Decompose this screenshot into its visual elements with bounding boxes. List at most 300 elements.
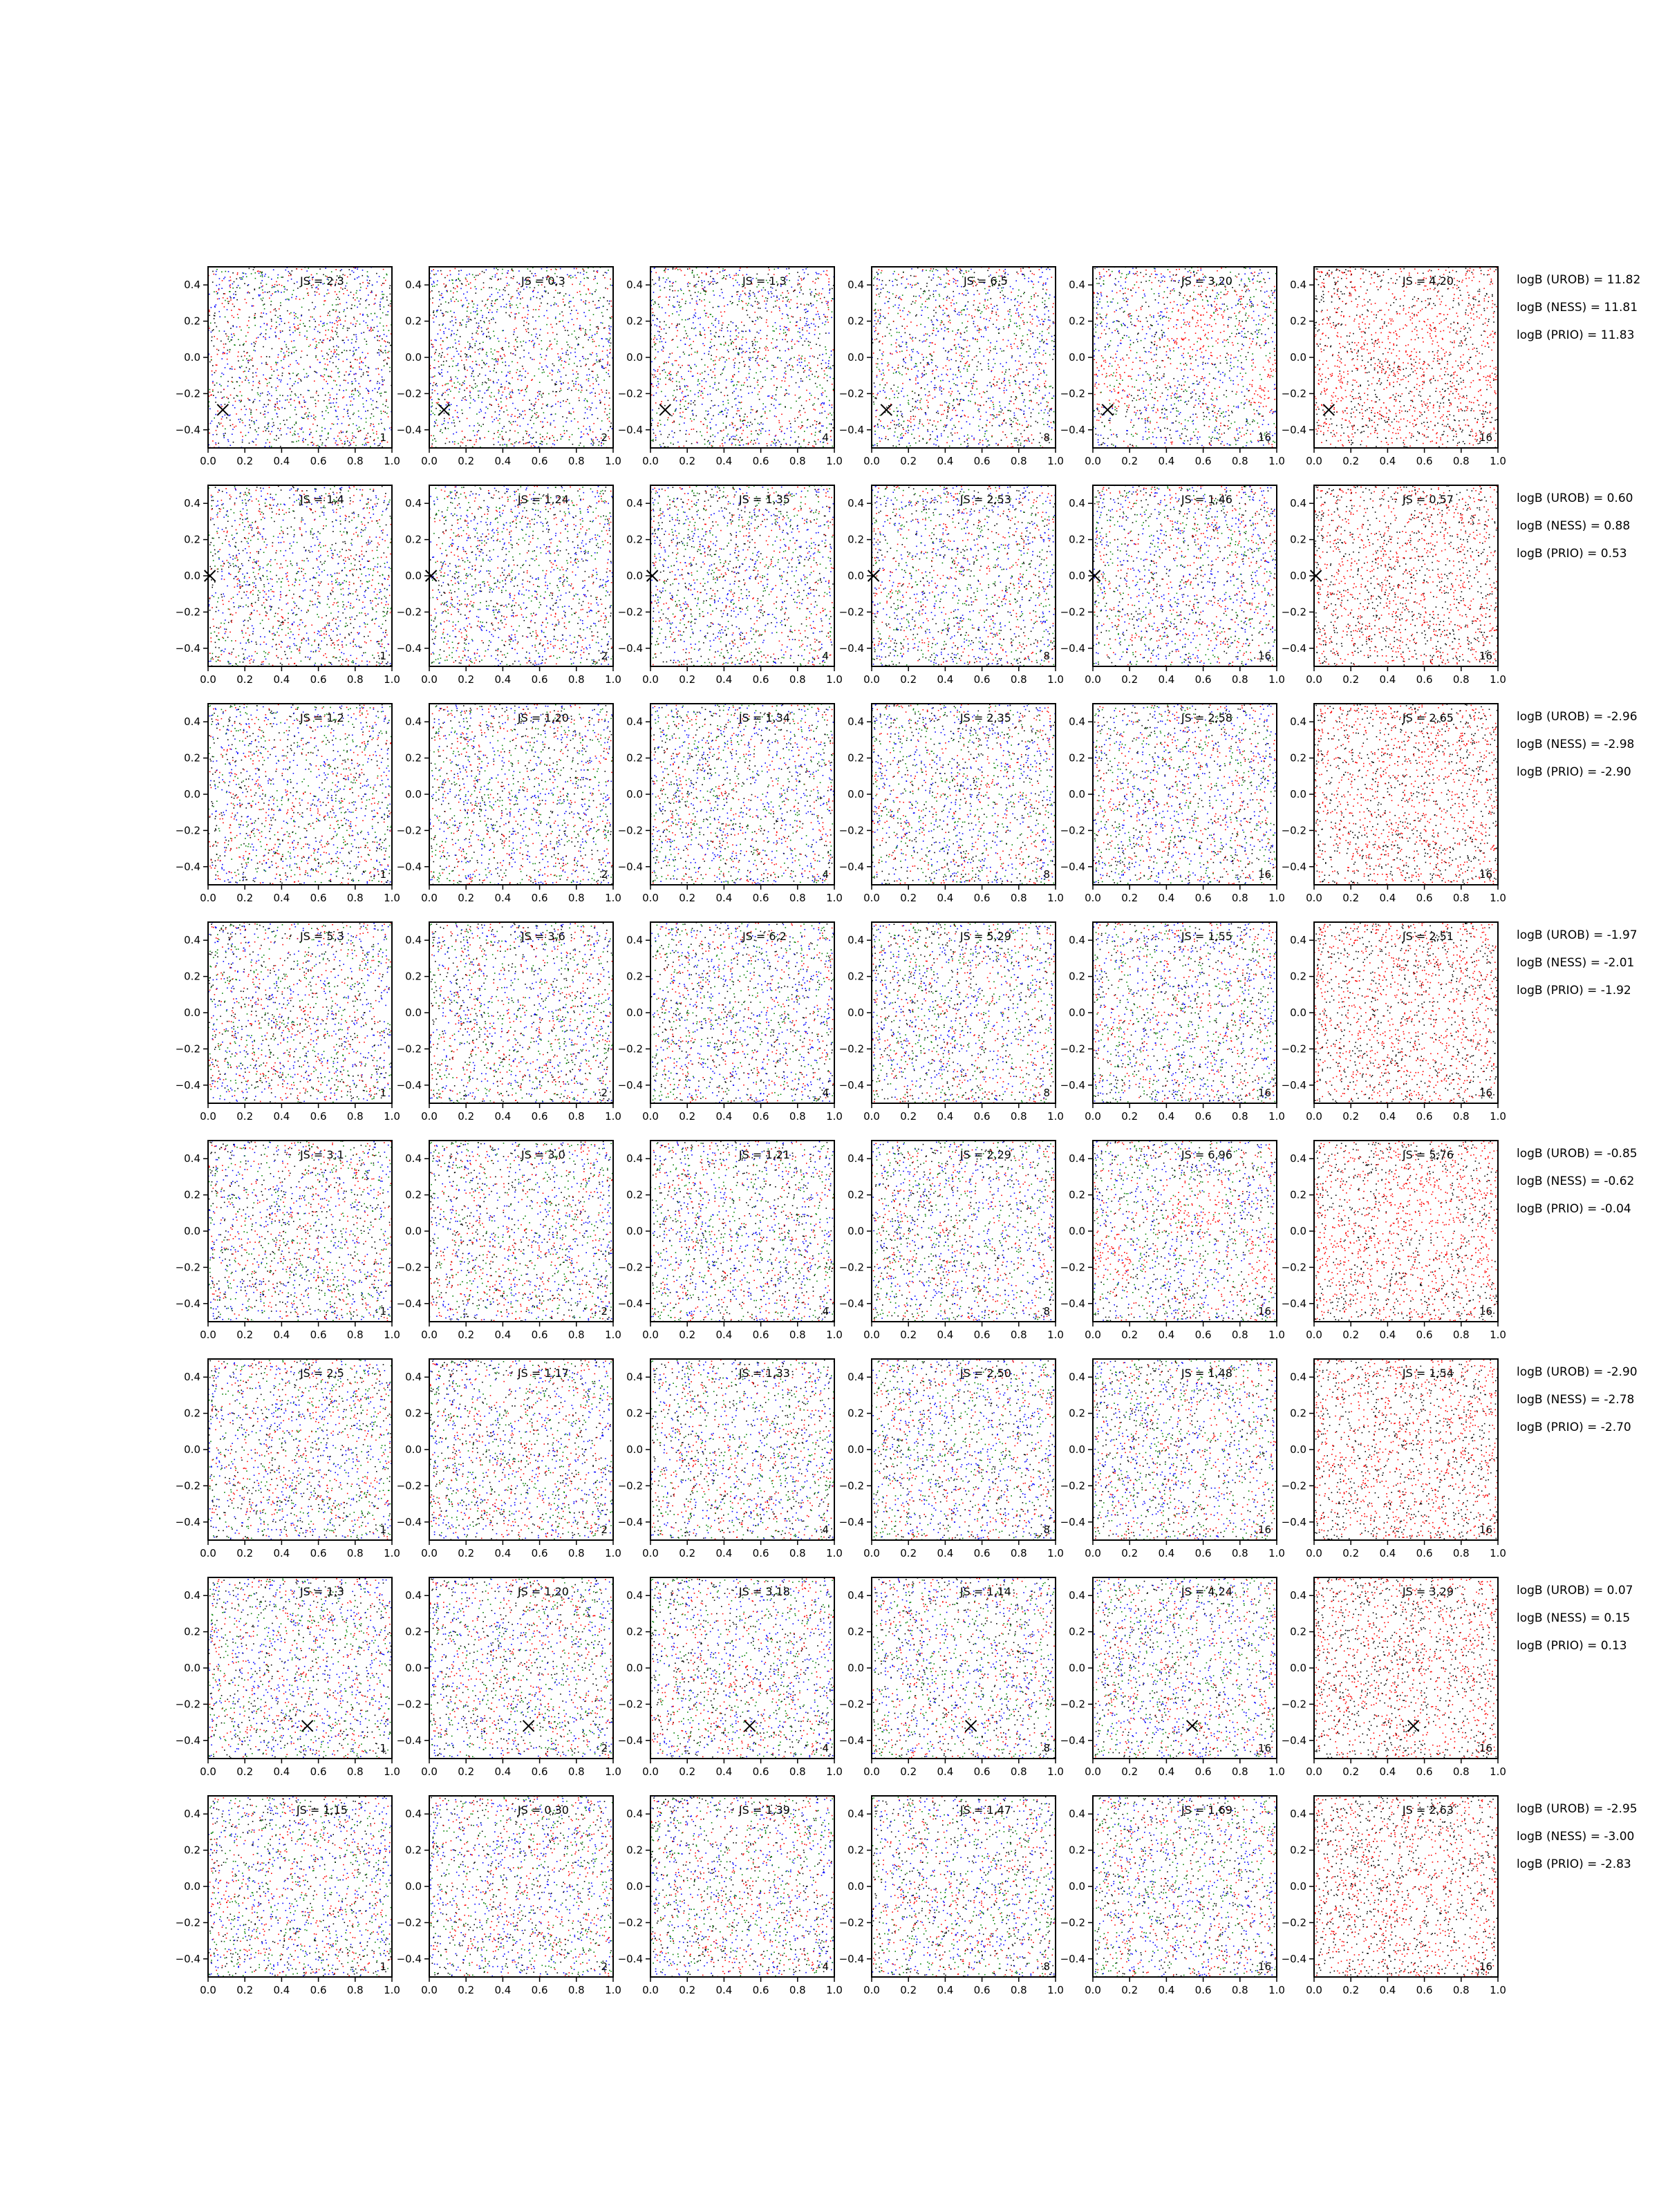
scatter-point bbox=[230, 299, 232, 301]
scatter-point bbox=[353, 350, 354, 352]
scatter-point bbox=[225, 415, 226, 416]
scatter-point bbox=[242, 420, 243, 422]
scatter-point bbox=[210, 423, 212, 424]
scatter-point bbox=[382, 384, 383, 386]
x-tick-label: 0.2 bbox=[236, 455, 253, 467]
scatter-point bbox=[230, 395, 232, 396]
scatter-point bbox=[365, 411, 366, 412]
scatter-point bbox=[353, 394, 355, 395]
scatter-point bbox=[283, 292, 285, 293]
scatter-point bbox=[260, 294, 261, 296]
scatter-point bbox=[371, 398, 372, 400]
scatter-point bbox=[315, 306, 317, 308]
scatter-point bbox=[271, 446, 272, 447]
scatter-point bbox=[376, 273, 377, 274]
scatter-point bbox=[332, 402, 334, 404]
scatter-point bbox=[344, 444, 346, 445]
scatter-point bbox=[351, 366, 353, 368]
x-tick-label: 0.6 bbox=[310, 455, 327, 467]
scatter-point bbox=[381, 369, 382, 371]
scatter-point bbox=[221, 423, 222, 424]
scatter-point bbox=[362, 397, 364, 399]
scatter-point bbox=[246, 367, 247, 368]
scatter-point bbox=[262, 285, 263, 287]
scatter-point bbox=[294, 315, 295, 317]
scatter-point bbox=[338, 320, 339, 321]
scatter-point bbox=[325, 335, 326, 336]
scatter-point bbox=[341, 440, 342, 441]
scatter-point bbox=[328, 330, 329, 331]
scatter-point bbox=[252, 389, 253, 391]
scatter-point bbox=[316, 341, 317, 342]
column-label: 1 bbox=[379, 431, 386, 444]
y-tick-label: −0.2 bbox=[618, 387, 643, 400]
scatter-point bbox=[326, 406, 328, 407]
scatter-point bbox=[254, 325, 256, 326]
scatter-point bbox=[371, 423, 372, 424]
scatter-point bbox=[212, 382, 214, 384]
y-tick-label: −0.2 bbox=[176, 387, 200, 400]
scatter-point bbox=[321, 444, 323, 446]
scatter-point bbox=[265, 430, 267, 431]
scatter-point bbox=[341, 432, 342, 433]
scatter-point bbox=[259, 381, 261, 382]
scatter-point bbox=[214, 306, 216, 307]
scatter-point bbox=[358, 383, 359, 384]
scatter-point bbox=[239, 326, 241, 328]
scatter-point bbox=[238, 352, 239, 353]
scatter-point bbox=[265, 364, 267, 365]
scatter-point bbox=[337, 328, 338, 329]
scatter-point bbox=[248, 284, 250, 285]
scatter-point bbox=[282, 395, 283, 397]
x-tick-label: 0.6 bbox=[753, 455, 769, 467]
y-tick-label: −0.4 bbox=[397, 424, 422, 436]
scatter-point bbox=[239, 422, 241, 423]
scatter-point bbox=[265, 362, 267, 364]
scatter-point bbox=[355, 390, 356, 391]
scatter-point bbox=[382, 384, 384, 386]
scatter-point bbox=[364, 332, 365, 333]
scatter-point bbox=[304, 402, 306, 403]
scatter-point bbox=[328, 312, 329, 314]
x-tick-label: 0.2 bbox=[679, 455, 695, 467]
scatter-point bbox=[260, 393, 261, 395]
scatter-point bbox=[227, 381, 229, 382]
scatter-point bbox=[380, 346, 382, 347]
scatter-point bbox=[326, 324, 328, 325]
scatter-point bbox=[336, 444, 337, 446]
scatter-point bbox=[382, 312, 384, 314]
scatter-point bbox=[317, 359, 319, 361]
y-tick-label: −0.4 bbox=[618, 424, 643, 436]
scatter-point bbox=[330, 429, 332, 430]
y-tick-label: 0.4 bbox=[626, 279, 643, 291]
scatter-point bbox=[261, 299, 262, 300]
x-tick-label: 1.0 bbox=[605, 455, 621, 467]
scatter-point bbox=[237, 314, 238, 315]
scatter-point bbox=[383, 411, 384, 412]
scatter-point bbox=[229, 341, 230, 342]
scatter-point bbox=[267, 428, 268, 429]
scatter-point bbox=[341, 423, 343, 424]
column-label: 4 bbox=[822, 431, 829, 444]
scatter-point bbox=[247, 360, 249, 362]
scatter-point bbox=[350, 444, 351, 446]
scatter-point bbox=[267, 385, 268, 386]
scatter-point bbox=[380, 350, 382, 351]
scatter-point bbox=[264, 276, 265, 277]
scatter-point bbox=[232, 366, 233, 368]
scatter-point bbox=[314, 381, 315, 382]
scatter-point bbox=[337, 324, 339, 326]
scatter-point bbox=[367, 280, 368, 281]
scatter-point bbox=[359, 314, 361, 315]
scatter-point bbox=[328, 412, 329, 413]
scatter-point bbox=[276, 440, 277, 441]
scatter-point bbox=[281, 319, 282, 320]
scatter-point bbox=[294, 409, 296, 411]
scatter-point bbox=[285, 355, 286, 356]
scatter-point bbox=[246, 276, 247, 278]
x-tick-label: 1.0 bbox=[826, 455, 843, 467]
scatter-point bbox=[267, 292, 268, 293]
scatter-point bbox=[254, 346, 255, 347]
scatter-point bbox=[279, 395, 281, 396]
scatter-point bbox=[246, 377, 247, 379]
scatter-point bbox=[292, 435, 294, 436]
scatter-point bbox=[234, 427, 235, 428]
x-tick-label: 0.8 bbox=[568, 455, 585, 467]
scatter-point bbox=[211, 340, 212, 341]
scatter-point bbox=[370, 446, 371, 447]
scatter-point bbox=[229, 297, 231, 298]
scatter-point bbox=[308, 416, 310, 418]
scatter-point bbox=[233, 294, 234, 295]
scatter-point bbox=[254, 342, 255, 344]
scatter-point bbox=[335, 331, 337, 332]
scatter-point bbox=[236, 279, 238, 280]
scatter-point bbox=[290, 335, 291, 336]
scatter-point bbox=[327, 359, 328, 360]
scatter-point bbox=[350, 371, 352, 372]
scatter-point bbox=[277, 407, 279, 409]
scatter-point bbox=[294, 330, 296, 332]
scatter-point bbox=[347, 328, 348, 329]
scatter-point bbox=[330, 351, 332, 353]
scatter-point bbox=[227, 322, 229, 324]
js-label: JS = 0,3 bbox=[521, 274, 565, 288]
scatter-point bbox=[379, 306, 381, 308]
scatter-point bbox=[332, 327, 333, 328]
scatter-point bbox=[287, 299, 288, 300]
scatter-point bbox=[323, 376, 324, 377]
scatter-point bbox=[357, 321, 358, 322]
scatter-point bbox=[272, 285, 273, 286]
scatter-point bbox=[267, 324, 268, 325]
scatter-point bbox=[381, 285, 382, 286]
scatter-point bbox=[370, 418, 371, 419]
scatter-point bbox=[361, 376, 362, 377]
scatter-point bbox=[318, 400, 319, 402]
scatter-point bbox=[325, 330, 326, 331]
scatter-point bbox=[296, 422, 297, 423]
scatter-point bbox=[217, 411, 218, 412]
scatter-point bbox=[276, 364, 277, 366]
scatter-point bbox=[276, 390, 277, 391]
scatter-point bbox=[345, 380, 346, 382]
scatter-point bbox=[366, 344, 368, 345]
scatter-point bbox=[277, 416, 279, 418]
scatter-point bbox=[297, 268, 298, 270]
scatter-point bbox=[324, 375, 326, 376]
scatter-point bbox=[273, 270, 274, 271]
scatter-point bbox=[276, 398, 278, 400]
scatter-point bbox=[348, 382, 349, 384]
scatter-point bbox=[267, 364, 268, 366]
scatter-point bbox=[299, 364, 300, 365]
scatter-point bbox=[293, 442, 294, 443]
scatter-point bbox=[232, 303, 234, 305]
scatter-point bbox=[304, 377, 306, 378]
scatter-point bbox=[212, 381, 214, 382]
scatter-point bbox=[296, 316, 297, 317]
scatter-point bbox=[209, 310, 210, 311]
scatter-point bbox=[375, 303, 376, 304]
scatter-point bbox=[337, 373, 339, 374]
scatter-point bbox=[355, 373, 357, 375]
scatter-point bbox=[261, 312, 262, 314]
scatter-point bbox=[228, 337, 229, 338]
scatter-point bbox=[312, 444, 314, 446]
scatter-point bbox=[262, 272, 263, 273]
scatter-point bbox=[215, 402, 216, 403]
scatter-point bbox=[249, 420, 250, 421]
scatter-point bbox=[290, 312, 292, 314]
scatter-point bbox=[358, 395, 359, 397]
scatter-point bbox=[335, 311, 337, 312]
scatter-point bbox=[381, 351, 382, 353]
scatter-point bbox=[271, 369, 272, 371]
scatter-point bbox=[247, 362, 249, 364]
scatter-point bbox=[386, 315, 387, 316]
y-tick-label: 0.0 bbox=[405, 351, 422, 364]
scatter-point bbox=[336, 416, 337, 418]
x-tick-label: 0.0 bbox=[421, 455, 438, 467]
scatter-point bbox=[330, 402, 332, 404]
scatter-point bbox=[371, 313, 372, 315]
scatter-point bbox=[245, 341, 247, 342]
scatter-point bbox=[221, 358, 223, 359]
scatter-point bbox=[228, 303, 229, 304]
scatter-point bbox=[223, 352, 224, 353]
scatter-point bbox=[388, 330, 390, 331]
scatter-point bbox=[245, 379, 246, 381]
scatter-point bbox=[388, 305, 389, 306]
scatter-point bbox=[338, 406, 339, 408]
scatter-point bbox=[332, 304, 333, 306]
scatter-point bbox=[251, 420, 252, 422]
scatter-point bbox=[390, 285, 391, 287]
scatter-point bbox=[327, 383, 328, 384]
scatter-point bbox=[316, 431, 317, 432]
scatter-point bbox=[330, 406, 332, 408]
scatter-point bbox=[232, 377, 233, 378]
scatter-point bbox=[353, 317, 355, 318]
scatter-point bbox=[276, 281, 277, 283]
scatter-point bbox=[287, 384, 288, 385]
js-label: JS = 2,3 bbox=[299, 274, 344, 288]
scatter-point bbox=[244, 371, 245, 372]
scatter-point bbox=[209, 311, 210, 312]
scatter-point bbox=[265, 339, 267, 340]
scatter-point bbox=[223, 278, 225, 279]
scatter-point bbox=[387, 341, 388, 343]
scatter-point bbox=[223, 374, 225, 375]
scatter-point bbox=[373, 327, 375, 328]
scatter-point bbox=[265, 292, 266, 293]
scatter-point bbox=[218, 422, 220, 424]
scatter-point bbox=[359, 363, 361, 364]
y-tick-label: −0.4 bbox=[176, 424, 200, 436]
x-tick-label: 0.8 bbox=[789, 455, 806, 467]
scatter-point bbox=[312, 317, 313, 318]
scatter-point bbox=[256, 420, 257, 422]
scatter-point bbox=[283, 286, 285, 288]
scatter-point bbox=[239, 309, 241, 310]
scatter-point bbox=[375, 294, 377, 296]
scatter-point bbox=[336, 310, 337, 311]
scatter-point bbox=[320, 321, 321, 322]
scatter-point bbox=[295, 407, 297, 409]
scatter-point bbox=[261, 363, 263, 364]
scatter-point bbox=[276, 285, 278, 286]
scatter-point bbox=[379, 387, 380, 388]
scatter-point bbox=[278, 291, 279, 292]
scatter-point bbox=[345, 321, 346, 322]
scatter-point bbox=[283, 368, 285, 369]
scatter-point bbox=[335, 291, 336, 292]
scatter-point bbox=[301, 269, 303, 270]
scatter-point bbox=[312, 397, 314, 398]
scatter-point bbox=[346, 371, 347, 373]
scatter-point bbox=[380, 419, 382, 420]
scatter-point bbox=[232, 429, 234, 430]
scatter-point bbox=[296, 375, 297, 377]
scatter-point bbox=[341, 352, 343, 353]
scatter-point bbox=[318, 395, 319, 396]
scatter-point bbox=[243, 359, 244, 361]
scatter-point bbox=[275, 291, 276, 292]
scatter-point bbox=[225, 404, 226, 405]
scatter-point bbox=[352, 339, 353, 340]
scatter-point bbox=[299, 436, 300, 438]
scatter-point bbox=[294, 340, 295, 341]
scatter-point bbox=[229, 280, 230, 281]
scatter-point bbox=[306, 288, 308, 290]
scatter-point bbox=[376, 433, 377, 435]
scatter-point bbox=[390, 303, 391, 305]
scatter-point bbox=[364, 358, 366, 359]
scatter-point bbox=[278, 375, 279, 376]
scatter-point bbox=[337, 354, 338, 355]
scatter-point bbox=[276, 369, 278, 371]
scatter-point bbox=[216, 269, 218, 270]
scatter-point bbox=[218, 288, 220, 290]
y-tick-label: 0.4 bbox=[184, 279, 200, 291]
scatter-point bbox=[353, 413, 355, 414]
scatter-point bbox=[263, 431, 264, 432]
scatter-point bbox=[212, 330, 214, 332]
scatter-point bbox=[306, 330, 308, 332]
scatter-point bbox=[317, 347, 318, 348]
scatter-point bbox=[373, 433, 375, 434]
x-tick-label: 0.2 bbox=[458, 455, 474, 467]
scatter-point bbox=[336, 334, 337, 335]
scatter-point bbox=[211, 332, 212, 333]
scatter-point bbox=[380, 395, 382, 397]
scatter-point bbox=[212, 337, 213, 338]
scatter-point bbox=[261, 272, 263, 274]
scatter-point bbox=[377, 438, 379, 439]
scatter-point bbox=[279, 401, 281, 402]
scatter-point bbox=[315, 338, 316, 339]
y-tick-label: 0.2 bbox=[405, 315, 422, 328]
scatter-point bbox=[267, 324, 268, 326]
scatter-point bbox=[347, 290, 348, 291]
scatter-point bbox=[259, 273, 260, 274]
scatter-point bbox=[330, 395, 331, 396]
scatter-point bbox=[343, 416, 344, 418]
scatter-point bbox=[355, 299, 356, 301]
scatter-point bbox=[258, 337, 259, 338]
scatter-point bbox=[260, 334, 261, 335]
scatter-point bbox=[245, 376, 247, 377]
scatter-point bbox=[320, 316, 321, 317]
scatter-point bbox=[324, 368, 326, 370]
scatter-point bbox=[209, 392, 211, 393]
scatter-point bbox=[310, 432, 312, 433]
scatter-point bbox=[345, 285, 346, 287]
scatter-point bbox=[312, 302, 313, 303]
scatter-point bbox=[239, 288, 241, 289]
scatter-point bbox=[269, 446, 270, 447]
scatter-point bbox=[365, 365, 366, 366]
scatter-point bbox=[330, 357, 332, 359]
scatter-point bbox=[258, 434, 259, 435]
scatter-point bbox=[268, 412, 269, 413]
scatter-point bbox=[274, 409, 276, 411]
scatter-point bbox=[359, 427, 360, 428]
scatter-point bbox=[377, 392, 378, 393]
scatter-point bbox=[218, 442, 219, 444]
scatter-point bbox=[314, 371, 315, 373]
scatter-point bbox=[242, 440, 243, 441]
scatter-point bbox=[230, 445, 232, 447]
y-tick-label: 0.4 bbox=[405, 279, 422, 291]
scatter-point bbox=[281, 321, 283, 322]
scatter-point bbox=[332, 388, 333, 389]
scatter-point bbox=[270, 312, 272, 313]
scatter-point bbox=[377, 445, 379, 447]
scatter-point bbox=[386, 400, 387, 401]
scatter-point bbox=[300, 320, 301, 321]
scatter-point bbox=[362, 352, 364, 353]
scatter-point bbox=[315, 355, 317, 357]
scatter-point bbox=[264, 308, 265, 310]
scatter-point bbox=[297, 328, 299, 330]
scatter-point bbox=[380, 301, 382, 303]
